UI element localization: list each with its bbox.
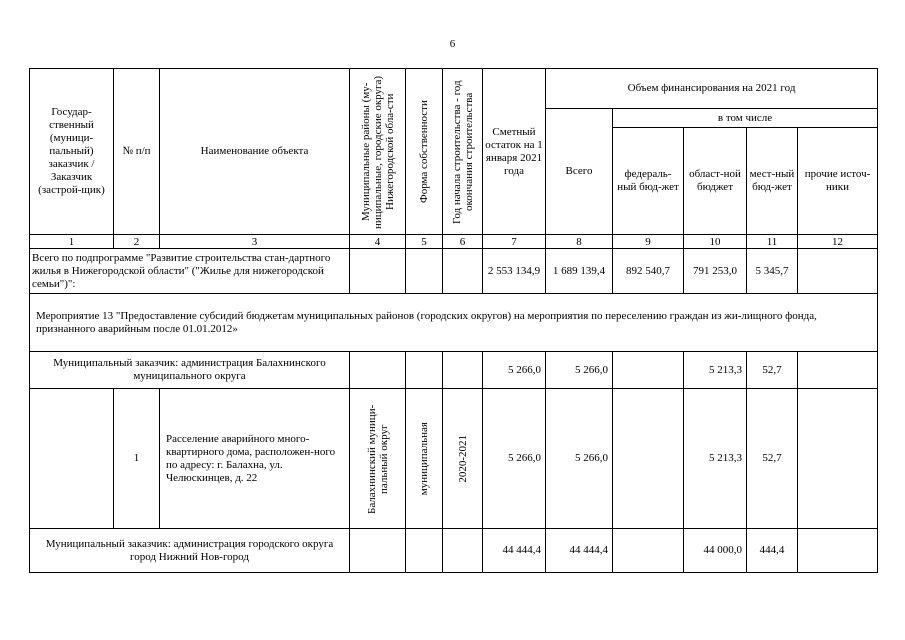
column-number: 10 <box>684 235 747 249</box>
empty-cell <box>350 249 406 294</box>
empty-cell <box>406 352 443 389</box>
object-district-text: Балахнинский муници-пальный округ <box>365 403 390 514</box>
empty-cell <box>443 249 483 294</box>
column-numbers-row <box>30 235 878 249</box>
measure-text: Мероприятие 13 "Предоставление субсидий бюджетам муниципальных районов (городских округов) на мероприятия по переселению граждан из жи-лищного фонда, признанного аварийным после 01.01.2012» <box>30 294 878 352</box>
customer-local: 52,7 <box>747 352 798 389</box>
column-number: 3 <box>160 235 350 249</box>
customer-remaining: 44 444,4 <box>483 529 546 573</box>
object-years-text: 2020-2021 <box>456 434 469 483</box>
subprogram-federal: 892 540,7 <box>613 249 684 294</box>
empty-cell <box>798 529 878 573</box>
column-number: 5 <box>406 235 443 249</box>
empty-cell <box>350 352 406 389</box>
empty-cell <box>613 529 684 573</box>
header-object-name: Наименование объекта <box>160 69 350 235</box>
empty-cell <box>613 389 684 529</box>
header-item-no: № п/п <box>114 69 160 235</box>
header-districts <box>350 69 406 235</box>
customer-row <box>30 529 878 573</box>
header-districts-text: Муниципальные районы (му-ниципальные, городские округа) Нижегородской обла-сти <box>359 74 396 229</box>
header-customer: Государ-ственный (муници-пальный) заказчик / Заказчик (застрой-щик) <box>30 69 114 235</box>
header-total: Всего <box>546 109 613 235</box>
empty-cell <box>406 529 443 573</box>
empty-cell <box>30 389 114 529</box>
object-remaining: 5 266,0 <box>483 389 546 529</box>
header-years <box>443 69 483 235</box>
header-years-text: Год начала строительства - год окончания строительства <box>450 79 475 224</box>
header-row-1 <box>30 69 878 109</box>
empty-cell <box>443 529 483 573</box>
header-ownership <box>406 69 443 235</box>
empty-cell <box>406 249 443 294</box>
subprogram-total: 1 689 139,4 <box>546 249 613 294</box>
customer-regional: 5 213,3 <box>684 352 747 389</box>
header-regional: област-ной бюджет <box>684 128 747 235</box>
object-row <box>30 389 878 529</box>
empty-cell <box>350 529 406 573</box>
empty-cell <box>798 352 878 389</box>
header-federal: федераль-ный бюд-жет <box>613 128 684 235</box>
header-funding: Объем финансирования на 2021 год <box>546 69 878 109</box>
customer-label: Муниципальный заказчик: администрация городского округа город Нижний Нов-город <box>30 529 350 573</box>
column-number: 2 <box>114 235 160 249</box>
customer-regional: 44 000,0 <box>684 529 747 573</box>
empty-cell <box>798 389 878 529</box>
customer-total: 44 444,4 <box>546 529 613 573</box>
object-item-no: 1 <box>114 389 160 529</box>
page-number: 6 <box>449 38 456 50</box>
column-number: 12 <box>798 235 878 249</box>
header-local: мест-ный бюд-жет <box>747 128 798 235</box>
header-other: прочие источ-ники <box>798 128 878 235</box>
financing-table <box>29 68 878 573</box>
subprogram-total-label: Всего по подпрограмме "Развитие строительства стан-дартного жилья в Нижегородской области" ("Жилье для нижегородской семьи")": <box>30 249 350 294</box>
object-name: Расселение аварийного много-квартирного дома, расположен-ного по адресу: г. Балахна, ул. Челюскинцев, д. 22 <box>160 389 350 529</box>
object-total: 5 266,0 <box>546 389 613 529</box>
column-number: 9 <box>613 235 684 249</box>
empty-cell <box>613 352 684 389</box>
object-ownership <box>406 389 443 529</box>
column-number: 1 <box>30 235 114 249</box>
customer-row <box>30 352 878 389</box>
subprogram-regional: 791 253,0 <box>684 249 747 294</box>
column-number: 4 <box>350 235 406 249</box>
header-including: в том числе <box>613 109 878 128</box>
empty-cell <box>443 352 483 389</box>
empty-cell <box>798 249 878 294</box>
subprogram-local: 5 345,7 <box>747 249 798 294</box>
customer-local: 444,4 <box>747 529 798 573</box>
column-number: 11 <box>747 235 798 249</box>
column-number: 6 <box>443 235 483 249</box>
object-district <box>350 389 406 529</box>
column-number: 8 <box>546 235 613 249</box>
object-ownership-text: муниципальная <box>418 421 430 496</box>
customer-total: 5 266,0 <box>546 352 613 389</box>
object-years <box>443 389 483 529</box>
subprogram-total-row <box>30 249 878 294</box>
customer-remaining: 5 266,0 <box>483 352 546 389</box>
measure-row <box>30 294 878 352</box>
object-local: 52,7 <box>747 389 798 529</box>
column-number: 7 <box>483 235 546 249</box>
header-ownership-text: Форма собственности <box>418 100 430 203</box>
subprogram-remaining: 2 553 134,9 <box>483 249 546 294</box>
customer-label: Муниципальный заказчик: администрация Балахнинского муниципального округа <box>30 352 350 389</box>
header-remaining: Сметный остаток на 1 января 2021 года <box>483 69 546 235</box>
object-regional: 5 213,3 <box>684 389 747 529</box>
